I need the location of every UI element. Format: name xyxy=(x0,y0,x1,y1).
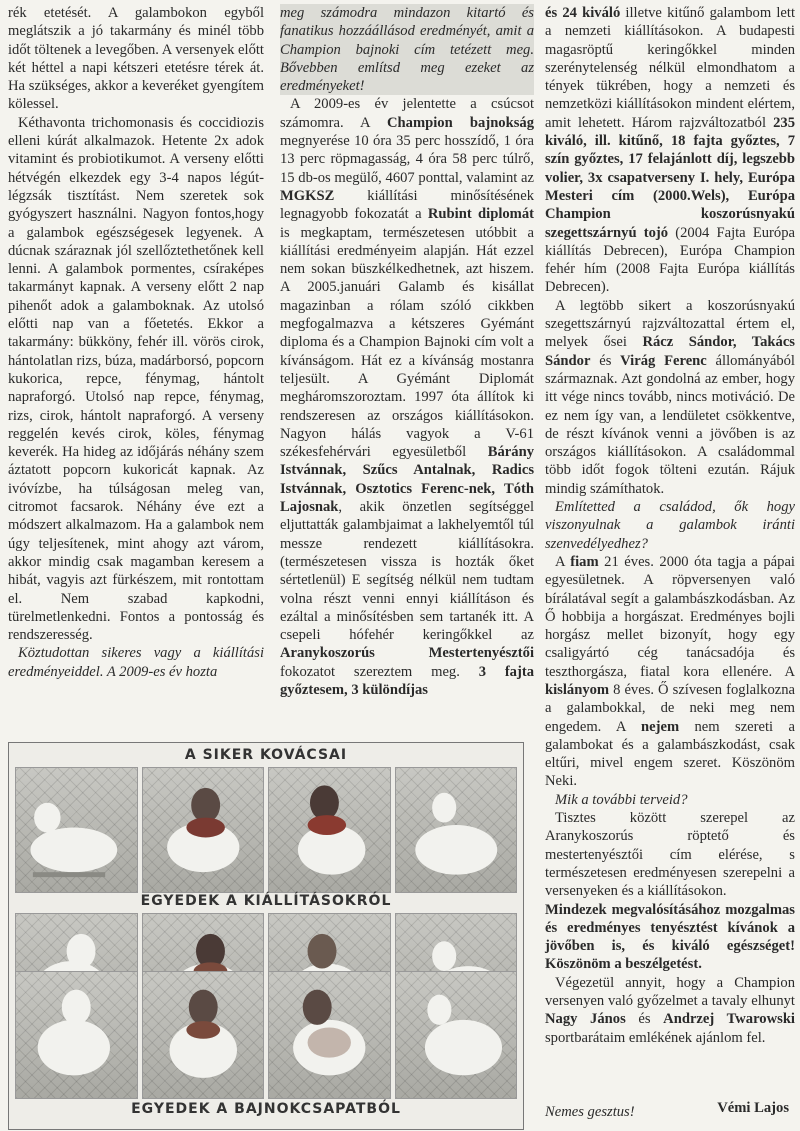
col2-question: meg számodra mindazon kitartó és fanatikus hozzáállásod eredményét, amit a Champion bajnoki cím tetézett meg. Bővebben említsd meg ezeket az eredményeket! xyxy=(280,5,534,95)
pigeon-photo xyxy=(142,971,265,1099)
col2-paragraph: A 2009-es év jelentette a csúcsot számomra. A Champion bajnokság megnyerése 10 óra 35 perc hosszídő, 1 óra 13 perc röpmagasság, 4 óra 58 perc túlrő, 15 db-os megülő, 4607 ponttal, valamint az MGKSZ kiállítási minősítésének legnagyobb fokozatát a Rubint diplomát is megkaptam, természetesen utóbbit a kiállítási eredményeim alapján. Hát ezzel nem sokan büszkélkedhetnek, azt hiszem. A 2005.januári Galamb és kisállat magazinban a rólam szóló cikkben megfogalmazva a kétszeres Gyémánt diploma és a Champion Bajnoki cím volt a kívánságom. Hát ez a kívánság mostanra teljesült. A Gyémánt Diplomát megháromszoroztam. 1997 óta állítok ki rendszeresen az országos kiállításokon. Nagyon hálás vagyok a V-61 székesfehérvári egyesületből Bárány Istvánnak, Szűcs Antalnak, Radics Istvánnak, Osztotics Ferenc-nek, Tóth Lajosnak, akik önzetlen segítséggel eljuttatták galambjaimat a lakhelyemtől túl messze rendezett kiállításokra. (természetesen vissza is hozták őket sértetlenül) E segítség nélkül nem tudtam volna részt venni ennyi kiállításon és ezáltal a minősítésben sem tartanék itt. A csepeli hófehér keringőkkel az Aranykoszorús Mestertenyésztői fokozatot szereztem meg. 3 fajta győztesem, 3 különdíjas xyxy=(280,96,534,698)
column-1 xyxy=(8,4,264,681)
column-2 xyxy=(280,4,534,699)
col1-question: Köztudottan sikeres vagy a kiállítási eredményeiddel. A 2009-es év hozta xyxy=(8,645,264,680)
col3-paragraph-4: Tisztes között szerepel az Aranykoszorús röptető és mestertenyésztői cím elérése, s természetesen eredményesen szerepelni a versenyeken és a kiállításokon. xyxy=(545,810,795,900)
photo-title-3: EGYEDEK A BAJNOKCSAPATBÓL xyxy=(131,1101,401,1117)
col3-paragraph-1: és 24 kiváló illetve kitűnő galambom lett a nemzeti kiállításokon. A budapesti magasröptű keringőkkel minden szerénytelenség nélkül elmondhatom a tények tükrében, hogy a nemzeti és nemzetközi kiállításokon mindent elértem, amit lehetett. Három rajzváltozatból 235 kiváló, ill. kitűnő, 18 fajta győztes, 7 szín győztes, 17 felajánlott díj, legszebb volier, 3x csapatverseny I. hely, Európa Mesteri cím (2000.Wels), Európa Champion koszorúsnyakú szegettszárnyú tojó (2004 Fajta Európa kiállítás Debrecen), Európa Champion fehér hím (2008 Fajta Európa kiállítás Debrecen). xyxy=(545,5,796,296)
pigeon-photo xyxy=(268,971,391,1099)
col3-paragraph-3: A fiam 21 éves. 2000 óta tagja a pápai egyesületnek. A röpversenyen való bírálatával segít a galambászkodásban. Az Ő hobbija a horgászat. Eredményes bojli horgász mellet bizonyít, hogy egy csaligyártó cég tanácsadója és teszthorgásza, fiatal kora ellenére. A kislányom 8 éves. Ő szívesen foglalkozna a galambokkal, de neki meg nem engedem. A nejem nem szereti a galambokat és a galambászkodást, csak eltűri, mivel engem szeret. Köszönöm Neki. xyxy=(545,553,795,790)
col1-paragraph-1: rék etetését. A galambokon egyből meglátszik a jó takarmány és minél több időt töltenek a levegőben. A versenyek előtt két héttel a napi kétszeri etetésre térek át. Ha szükséges, akkor a keveréket gyengítem kölessel. xyxy=(8,5,264,113)
col3-question-1: Említetted a családod, ők hogy viszonyulnak a galambok iránti szenvedélyedhez? xyxy=(545,499,795,552)
closing-remark: Nemes gesztus! xyxy=(545,1104,635,1120)
pigeon-photo xyxy=(142,767,265,893)
pigeon-photo xyxy=(15,767,138,893)
column-3 xyxy=(545,4,795,1047)
pigeon-photo xyxy=(15,971,138,1099)
photo-panel xyxy=(8,742,524,1130)
pigeon-photo xyxy=(395,971,518,1099)
photo-title-1: A SIKER KOVÁCSAI xyxy=(184,747,348,763)
col3-paragraph-5: Végezetül annyit, hogy a Champion versenyen való győzelmet a tavaly elhunyt Nagy János és Andrzej Twarowski sportbarátaim emlékének ajánlom fel. xyxy=(545,974,795,1046)
photo-row-1 xyxy=(15,767,517,891)
col1-paragraph-2: Kéthavonta trichomonasis és coccidiozis elleni kúrát alkalmazok. Hetente 2x adok vitamint és probiotikumot. A verseny előtti hétvégén elkezdek egy 3-4 napos légút-légzsák tisztítást. Nem szeretek sok gyógyszert használni. Nagyon fontos,hogy a galambok egészségesek legyenek. A dúcnak száraznak jól szellőztethetőnek kell lenni. A galambok pormentes, csíraképes takarmányt kapnak. A verseny előtt 2 nap pihenőt adok a galamboknak. Az utolsó előtti nap van a főetetés. Ekkor a takarmány: bükköny, fehér ill. vörös cirok, hántolatlan rizs, búza, madárborsó, popcorn kukorica, repce, fénymag, hántolt napraforgó. Utolsó nap repce, fénymag, rizs, cirok, hántolt napraforgó. A verseny reggelén kevés cirok, köles, fénymag keverék. Ha hideg az időjárás néhány szem áztatott popcorn kukoricát kapnak. Az ivóvízbe, ha túlságosan meleg van, citromot facsarok. Néhány éve ezt a módszert alkalmazom. Ha a galambok nem úgy teljesítenek, mint ahogy azt várom, akkor mindig csak magamban keresem a hibát, vagyis azt fürkészem, mit rontottam el. Nem szabad kapkodni, türelmetlenkedni. Fontos a pontosság és rendszeresség. xyxy=(8,114,264,644)
col3-closing-bold: Mindezek megvalósításához mozgalmas és eredményes tenyésztést kívánok a jövőben is, és kiváló egészséget! Köszönöm a beszélgetést. xyxy=(545,901,795,973)
pigeon-photo xyxy=(395,767,518,893)
author-signature: Vémi Lajos xyxy=(717,1100,789,1116)
col3-question-2: Mik a további terveid? xyxy=(555,791,688,808)
article-footer xyxy=(545,1100,795,1121)
col3-paragraph-2: A legtöbb sikert a koszorúsnyakú szegettszárnyú rajzváltozattal értem el, melyek ősei Rácz Sándor, Takács Sándor és Virág Ferenc állományából származnak. Azt gondolná az ember, hogy itt vége nincs tovább, nincs motiváció. De ez nem így van, a lendületet csökkentve, de részt kívánok venni a jövőben is az országos kiállításokon. A családommal több időt fogok tölteni ezután. Rájuk mindig számíthatok. xyxy=(545,297,795,497)
pigeon-photo xyxy=(268,767,391,893)
photo-row-3 xyxy=(15,971,517,1097)
photo-title-2: EGYEDEK A KIÁLLÍTÁSOKRÓL xyxy=(140,893,392,909)
